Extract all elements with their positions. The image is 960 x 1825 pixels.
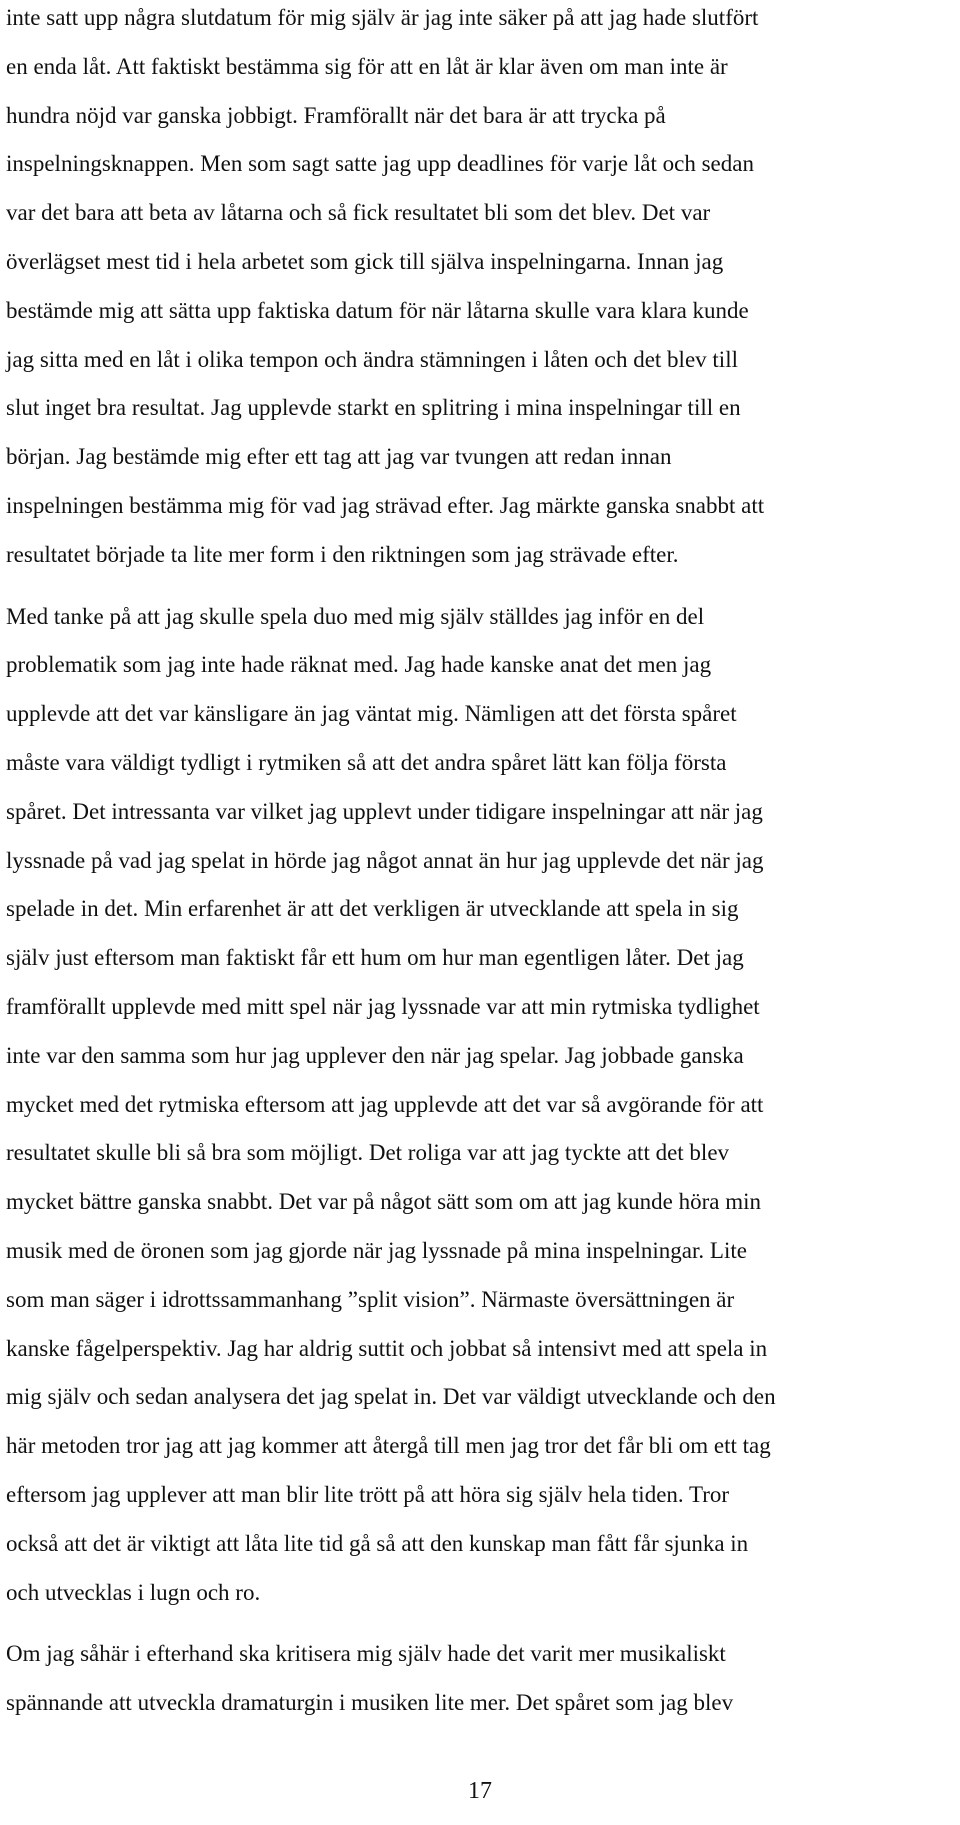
text-line: upplevde att det var känsligare än jag väntat mig. Nämligen att det första spåret bbox=[6, 701, 737, 727]
text-line: problematik som jag inte hade räknat med. Jag hade kanske anat det men jag bbox=[6, 652, 712, 678]
text-line: slut inget bra resultat. Jag upplevde starkt en splitring i mina inspelningar till en bbox=[6, 395, 741, 421]
paragraph bbox=[6, 0, 954, 580]
text-line: resultatet började ta lite mer form i den riktningen som jag strävade efter. bbox=[6, 541, 679, 567]
paragraph bbox=[6, 593, 954, 1618]
text-line: inspelningsknappen. Men som sagt satte jag upp deadlines för varje låt och sedan bbox=[6, 151, 754, 177]
text-line: en enda låt. Att faktiskt bestämma sig för att en låt är klar även om man inte är bbox=[6, 53, 728, 79]
text-line: resultatet skulle bli så bra som möjligt. Det roliga var att jag tyckte att det blev bbox=[6, 1140, 730, 1166]
text-line: Om jag såhär i efterhand ska kritisera mig själv hade det varit mer musikaliskt bbox=[6, 1641, 726, 1667]
text-line: kanske fågelperspektiv. Jag har aldrig suttit och jobbat så intensivt med att spela in bbox=[6, 1335, 768, 1361]
text-line: mycket bättre ganska snabbt. Det var på något sätt som om att jag kunde höra min bbox=[6, 1189, 761, 1215]
text-line: jag sitta med en låt i olika tempon och ändra stämningen i låten och det blev till bbox=[6, 346, 738, 372]
text-line: mig själv och sedan analysera det jag spelat in. Det var väldigt utvecklande och den bbox=[6, 1384, 776, 1410]
text-line: som man säger i idrottssammanhang ”split vision”. Närmaste översättningen är bbox=[6, 1286, 735, 1312]
text-line: inte satt upp några slutdatum för mig själv är jag inte säker på att jag hade slutfört bbox=[6, 5, 759, 30]
text-line: musik med de öronen som jag gjorde när jag lyssnade på mina inspelningar. Lite bbox=[6, 1237, 747, 1263]
text-line: framförallt upplevde med mitt spel när jag lyssnade var att min rytmiska tydlighet bbox=[6, 993, 760, 1019]
text-line: måste vara väldigt tydligt i rytmiken så att det andra spåret lätt kan följa första bbox=[6, 749, 727, 775]
text-line: överlägset mest tid i hela arbetet som gick till själva inspelningarna. Innan jag bbox=[6, 248, 724, 274]
document-page bbox=[6, 0, 954, 1728]
text-line: början. Jag bestämde mig efter ett tag att jag var tvungen att redan innan bbox=[6, 444, 672, 470]
text-line: också att det är viktigt att låta lite tid gå så att den kunskap man fått får sjunka in bbox=[6, 1530, 749, 1556]
text-line: spännande att utveckla dramaturgin i musiken lite mer. Det spåret som jag blev bbox=[6, 1690, 734, 1716]
paragraph bbox=[6, 1630, 954, 1728]
page-number: 17 bbox=[468, 1778, 492, 1804]
text-line: här metoden tror jag att jag kommer att återgå till men jag tror det får bli om ett tag bbox=[6, 1433, 771, 1459]
text-line: och utvecklas i lugn och ro. bbox=[6, 1579, 261, 1605]
text-line: inte var den samma som hur jag upplever den när jag spelar. Jag jobbade ganska bbox=[6, 1042, 744, 1068]
text-line: Med tanke på att jag skulle spela duo med mig själv ställdes jag inför en del bbox=[6, 603, 705, 629]
text-line: inspelningen bestämma mig för vad jag strävad efter. Jag märkte ganska snabbt att bbox=[6, 492, 765, 518]
text-line: hundra nöjd var ganska jobbigt. Framförallt när det bara är att trycka på bbox=[6, 102, 666, 128]
text-line: eftersom jag upplever att man blir lite trött på att höra sig själv hela tiden. Tror bbox=[6, 1481, 730, 1507]
text-line: bestämde mig att sätta upp faktiska datum för när låtarna skulle vara klara kunde bbox=[6, 297, 749, 323]
text-line: lyssnade på vad jag spelat in hörde jag något annat än hur jag upplevde det när jag bbox=[6, 847, 764, 873]
text-line: spåret. Det intressanta var vilket jag upplevt under tidigare inspelningar att när jag bbox=[6, 798, 763, 824]
text-line: spelade in det. Min erfarenhet är att det verkligen är utvecklande att spela in sig bbox=[6, 896, 739, 922]
text-line: själv just eftersom man faktiskt får ett hum om hur man egentligen låter. Det jag bbox=[6, 945, 744, 971]
text-line: var det bara att beta av låtarna och så fick resultatet bli som det blev. Det var bbox=[6, 200, 711, 226]
text-line: mycket med det rytmiska eftersom att jag upplevde att det var så avgörande för att bbox=[6, 1091, 764, 1117]
